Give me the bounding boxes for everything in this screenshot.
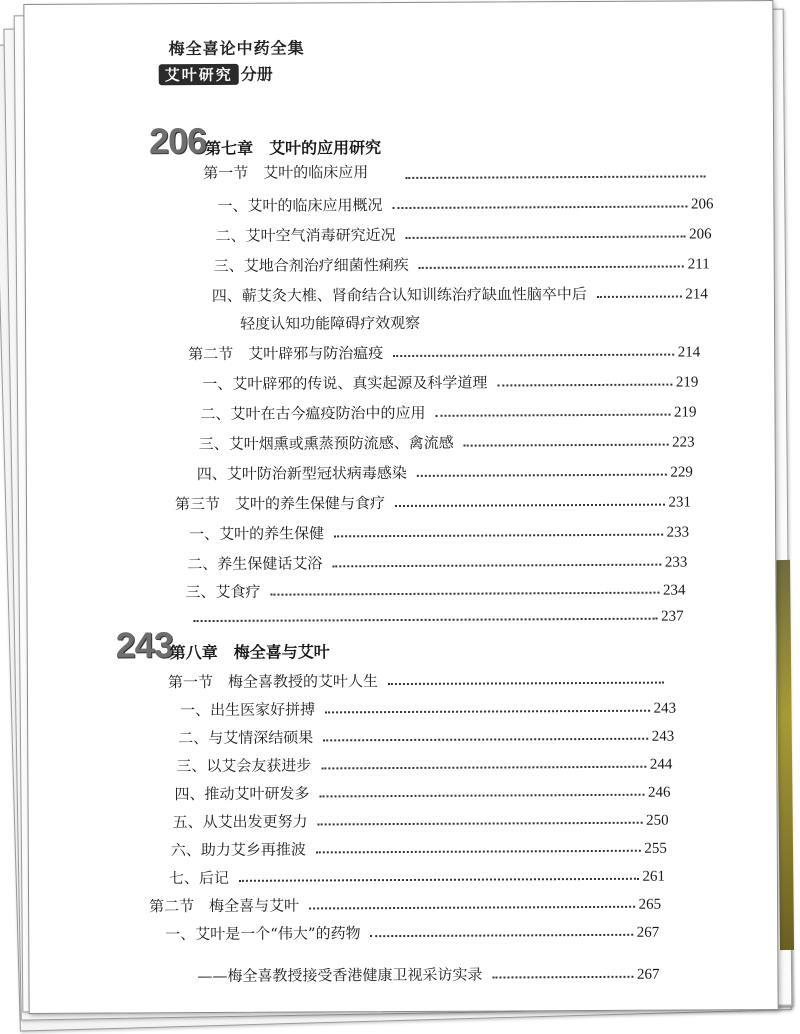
collection-title: 梅全喜论中药全集	[168, 38, 305, 59]
chapter-8-page-number: 243	[115, 624, 173, 666]
toc-page-number: 255	[644, 840, 667, 857]
toc-leader	[395, 504, 664, 507]
toc-page-number: 244	[649, 756, 673, 773]
toc-entry[interactable]	[183, 600, 683, 629]
chapter-7-page-number: 206	[148, 120, 207, 162]
toc-entry-continuation[interactable]: 轻度认知功能障碍疗效观察	[239, 313, 421, 333]
toc-section-heading[interactable]: 第二节 艾叶辟邪与防治瘟疫 214	[188, 344, 701, 364]
toc-section-heading[interactable]: 第一节 艾叶的临床应用	[203, 163, 369, 183]
toc-entry[interactable]: 四、蕲艾灸大椎、肾俞结合认知训练治疗缺血性脑卒中后 214	[211, 285, 708, 305]
toc-page-number: 261	[642, 868, 665, 885]
toc-page-number: 214	[677, 344, 701, 361]
toc-entry[interactable]: 七、后记 261	[168, 868, 665, 888]
toc-leader	[194, 618, 658, 622]
toc-leader	[419, 266, 684, 269]
toc-entry[interactable]: 二、艾叶空气消毒研究近况 206	[215, 226, 712, 245]
toc-leader	[393, 354, 673, 357]
toc-entry[interactable]: 一、艾叶辟邪的传说、真实起源及科学道理 219	[202, 373, 699, 394]
toc-leader	[492, 976, 632, 979]
toc-section-heading[interactable]: 第一节 梅全喜教授的艾叶人生	[168, 664, 668, 693]
toc-page-number: 267	[636, 924, 660, 941]
chapter-8-title: 第八章 梅全喜与艾叶	[169, 642, 330, 663]
toc-page-number: 237	[661, 608, 684, 625]
toc-entry[interactable]: 三、艾叶烟熏或熏蒸预防流感、禽流感 223	[198, 433, 695, 454]
toc-entry[interactable]: 一、艾叶的临床应用概况 206	[217, 196, 714, 215]
toc-leader	[334, 534, 662, 538]
toc-page-number: 223	[672, 434, 695, 451]
toc-entry[interactable]: 一、艾叶是一个“伟大”的药物 267	[165, 924, 660, 944]
toc-leader	[309, 906, 634, 910]
toc-entry[interactable]: 四、推动艾叶研发多 246	[174, 784, 671, 804]
toc-leader	[417, 474, 666, 477]
toc-page-number: 265	[638, 896, 662, 913]
toc-page-number: 267	[636, 966, 660, 983]
toc-leader	[497, 384, 671, 387]
toc-page-number: 211	[687, 256, 710, 273]
toc-page	[23, 0, 778, 1014]
volume-title	[159, 62, 273, 86]
toc-page-number: 246	[647, 784, 671, 801]
toc-leader	[392, 205, 686, 209]
toc-leader	[436, 414, 670, 417]
toc-leader	[325, 710, 649, 714]
toc-page-number: 231	[668, 494, 692, 511]
toc-leader	[406, 236, 685, 239]
toc-entry[interactable]: 二、艾叶在古今瘟疫防治中的应用 219	[200, 403, 697, 424]
toc-leader	[323, 738, 647, 742]
toc-entry[interactable]: 一、艾叶的养生保健 233	[189, 524, 690, 544]
toc-page-number: 233	[666, 524, 690, 541]
toc-leader	[320, 794, 644, 798]
toc-page-number: 219	[673, 404, 697, 421]
toc-page-number: 243	[651, 728, 675, 745]
toc-section-heading[interactable]: 第三节 艾叶的养生保健与食疗 231	[174, 494, 692, 514]
toc-leader	[597, 296, 681, 298]
toc-entry-continuation[interactable]: ——梅全喜教授接受香港健康卫视采访实录 267	[197, 965, 660, 986]
toc-page-number: 250	[646, 812, 669, 829]
toc-entry[interactable]: 五、从艾出发更努力 250	[172, 812, 669, 832]
toc-leader	[332, 564, 660, 568]
toc-entry[interactable]: 四、艾叶防治新型冠状病毒感染 229	[196, 463, 693, 484]
toc-section-heading[interactable]: 第二节 梅全喜与艾叶 265	[149, 896, 662, 916]
volume-suffix: 分册	[240, 64, 273, 84]
toc-entry[interactable]: 二、与艾情深结硕果 243	[178, 728, 675, 748]
toc-entry[interactable]: 三、以艾会友获进步 244	[176, 756, 673, 776]
chapter-7-title: 第七章 艾叶的应用研究	[205, 138, 382, 159]
toc-entry[interactable]: 三、艾地合剂治疗细菌性痢疾 211	[213, 255, 710, 275]
book-cover-edge	[776, 560, 794, 950]
toc-page-number: 206	[690, 196, 714, 213]
toc-leader	[239, 878, 638, 882]
toc-leader	[270, 592, 658, 596]
toc-leader	[405, 175, 705, 179]
toc-page-number: 214	[685, 286, 708, 303]
toc-page-number: 229	[670, 464, 693, 481]
toc-entry[interactable]: 一、出生医家好拼搏 243	[180, 700, 677, 720]
toc-leader	[318, 822, 642, 826]
toc-entry[interactable]: 六、助力艾乡再推波 255	[170, 840, 667, 860]
toc-leader	[316, 850, 640, 854]
toc-page-number: 206	[689, 226, 712, 243]
toc-entry[interactable]: 二、养生保健话艾浴 233	[187, 554, 688, 574]
toc-page-number: 243	[653, 700, 677, 717]
volume-boxed-label: 艾叶研究	[159, 64, 239, 85]
toc-leader	[321, 766, 645, 770]
toc-leader	[464, 444, 668, 447]
toc-page-number: 219	[675, 374, 699, 391]
toc-leader	[388, 682, 664, 685]
toc-leader	[371, 934, 633, 937]
toc-page-number: 234	[662, 582, 686, 599]
toc-entry[interactable]: 三、艾食疗 234	[185, 582, 686, 602]
toc-page-number: 233	[664, 554, 688, 571]
